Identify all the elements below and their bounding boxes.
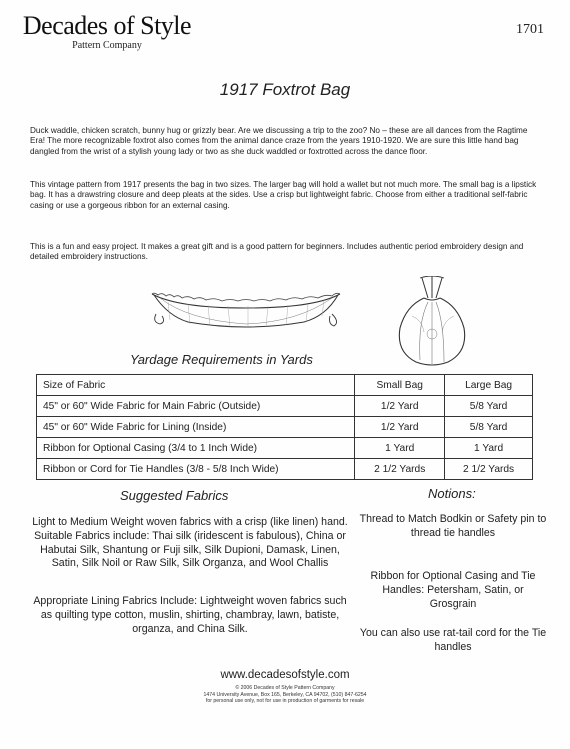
address-text: 1474 University Avenue, Box 165, Berkeley, CA 94702, (510) 847-6254 [203, 691, 367, 698]
intro-text-3: This is a fun and easy project. It makes a great gift and is a good pattern for beginners. Includes authentic period embroidery design and detailed embroidery instructions. [30, 242, 524, 262]
large-bag-cell: 5/8 Yard [445, 396, 533, 417]
table-header-row [37, 375, 533, 396]
notions-heading: Notions: [428, 486, 476, 501]
intro-paragraph-1 [30, 126, 544, 157]
yardage-table [36, 374, 533, 480]
small-bag-cell: 2 1/2 Yards [355, 459, 445, 480]
intro-text-2: This vintage pattern from 1917 presents the bag in two sizes. The larger bag will hold a wallet but not much more. The small bag is a lipstick bag. It has a drawstring closure and deep pleats at the sides. Use a crisp but lightweight fabric. Choose from either a traditional self-fabric casing or use a gorgeous ribbon for an external casing. [30, 180, 537, 210]
suggested-fabrics-heading: Suggested Fabrics [120, 488, 229, 503]
intro-paragraph-3 [30, 242, 544, 263]
fabric-size-cell: 45" or 60" Wide Fabric for Main Fabric (Outside) [37, 396, 355, 417]
fabric-size-cell: 45" or 60" Wide Fabric for Lining (Inside) [37, 417, 355, 438]
table-row [37, 438, 533, 459]
large-bag-cell: 1 Yard [445, 438, 533, 459]
logo-main-text: Decades of Style [22, 11, 192, 40]
large-bag-illustration [148, 286, 344, 332]
notions-ribbon-text: Ribbon for Optional Casing and Tie Handles: Petersham, Satin, or Grosgrain [370, 570, 536, 610]
copyright-text: © 2006 Decades of Style Pattern Company [235, 685, 335, 691]
small-bag-cell: 1/2 Yard [355, 417, 445, 438]
notions-thread-text: Thread to Match Bodkin or Safety pin to thread tie handles [359, 513, 547, 539]
fabric-size-cell: Ribbon for Optional Casing (3/4 to 1 Inch Wide) [37, 438, 355, 459]
small-bag-cell: 1/2 Yard [355, 396, 445, 417]
table-row [37, 459, 533, 480]
page-title: 1917 Foxtrot Bag [219, 80, 351, 99]
small-bag-illustration [388, 276, 478, 368]
pattern-number: 1701 [516, 22, 544, 37]
header-small-bag: Small Bag [355, 375, 445, 396]
large-bag-cell: 2 1/2 Yards [445, 459, 533, 480]
website-link[interactable]: www.decadesofstyle.com [220, 669, 350, 681]
header-size-of-fabric: Size of Fabric [37, 375, 355, 396]
table-row [37, 417, 533, 438]
yardage-title: Yardage Requirements in Yards [130, 352, 313, 367]
usage-text: for personal use only, not for use in production of garments for resale [205, 698, 365, 705]
table-row [37, 396, 533, 417]
notions-cord-text: You can also use rat-tail cord for the Tie handles [359, 627, 547, 653]
logo [22, 12, 192, 52]
lining-fabrics-text: Appropriate Lining Fabrics Include: Lightweight woven fabrics such as quilting type cotton, muslin, shirting, chambray, lawn, batiste, organza, and China Silk. [33, 595, 347, 635]
small-bag-cell: 1 Yard [355, 438, 445, 459]
header-large-bag: Large Bag [445, 375, 533, 396]
intro-text-1: Duck waddle, chicken scratch, bunny hug or grizzly bear. Are we discussing a trip to the zoo? No – these are all dances from the Ragtime Era! The more recognizable foxtrot also comes from the animal dance craze from the years 1910-1920. We are sure this little hand bag dangled from the wrist of a stylish young lady or two as she duck waddled or foxtrotted across the dance floor. [30, 126, 528, 156]
fabric-size-cell: Ribbon or Cord for Tie Handles (3/8 - 5/8 Inch Wide) [37, 459, 355, 480]
large-bag-cell: 5/8 Yard [445, 417, 533, 438]
logo-sub-text: Pattern Company [72, 40, 142, 51]
intro-paragraph-2 [30, 180, 544, 211]
suggested-fabrics-text: Light to Medium Weight woven fabrics with a crisp (like linen) hand. Suitable Fabrics include: Thai silk (iridescent is fabulous), China or Habutai Silk, Shantung or Fuji silk, Silk Dupioni, Damask, Linen, Satin, Silk Noil or Raw Silk, Silk Organza, and Wool Challis [32, 516, 348, 570]
